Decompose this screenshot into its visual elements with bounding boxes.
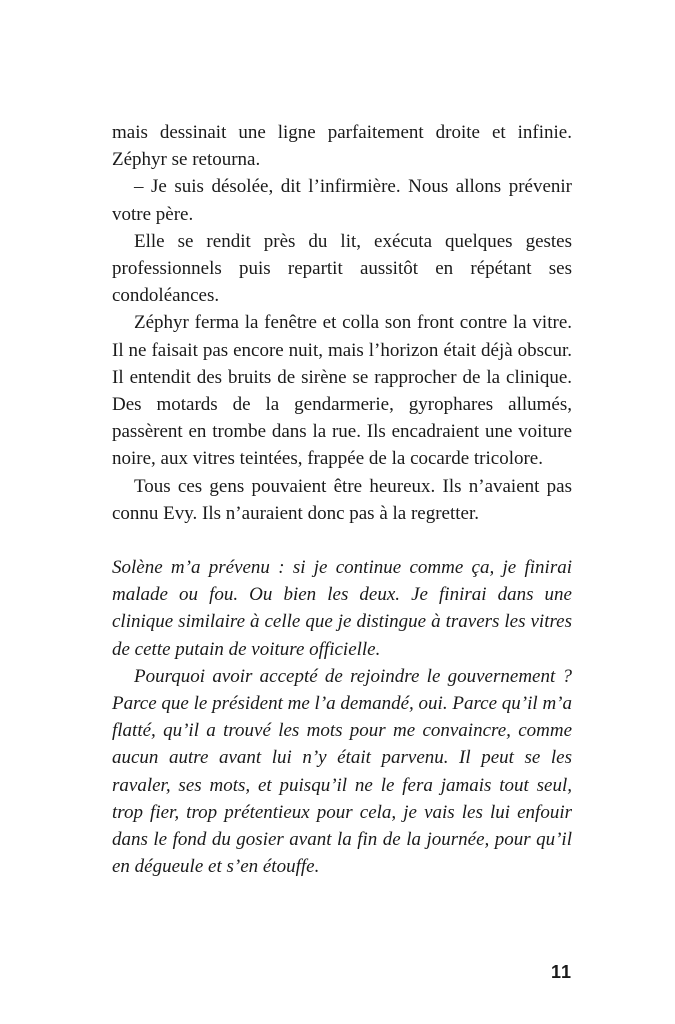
paragraph: Zéphyr ferma la fenêtre et colla son front contre la vitre. Il ne faisait pas encore nuit, mais l’horizon était déjà obscur. Il entendit des bruits de sirène se rapprocher de la clinique. Des motards de la gendarmerie, gyrophares allumés, passèrent en trombe dans la rue. Ils encadraient une voiture noire, aux vitres teintées, frappée de la cocarde tricolore. — [112, 312, 572, 470]
monologue-paragraph: Solène m’a prévenu : si je continue comme ça, je finirai malade ou fou. Ou bien les deux. Je finirai dans une clinique similaire à celle que je distingue à travers les vitres de cette putain de voiture officielle. — [112, 557, 572, 660]
paragraph: Elle se rendit près du lit, exécuta quelques gestes professionnels puis repartit aussitôt en répétant ses condoléances. — [112, 230, 572, 307]
paragraph-dialogue: – Je suis désolée, dit l’infirmière. Nous allons prévenir votre père. — [112, 176, 572, 225]
book-page-body — [112, 119, 572, 880]
monologue-section — [112, 554, 572, 880]
section-break — [112, 527, 572, 554]
narrative-section — [112, 119, 572, 527]
paragraph-continuation: mais dessinait une ligne parfaitement droite et infinie. Zéphyr se retourna. — [112, 122, 572, 171]
page-number: 11 — [550, 962, 572, 982]
paragraph: Tous ces gens pouvaient être heureux. Ils n’avaient pas connu Evy. Ils n’auraient donc pas à la regretter. — [112, 475, 572, 524]
monologue-paragraph: Pourquoi avoir accepté de rejoindre le gouvernement ? Parce que le président me l’a demandé, oui. Parce qu’il m’a flatté, qu’il a trouvé les mots pour me convaincre, comme aucun autre avant lui n’y était parvenu. Il peut se les ravaler, ses mots, et puisqu’il ne le fera jamais tout seul, trop fier, trop prétentieux pour cela, je vais les lui enfouir dans le fond du gosier avant la fin de la journée, pour qu’il en dégueule et s’en étouffe. — [112, 665, 572, 878]
